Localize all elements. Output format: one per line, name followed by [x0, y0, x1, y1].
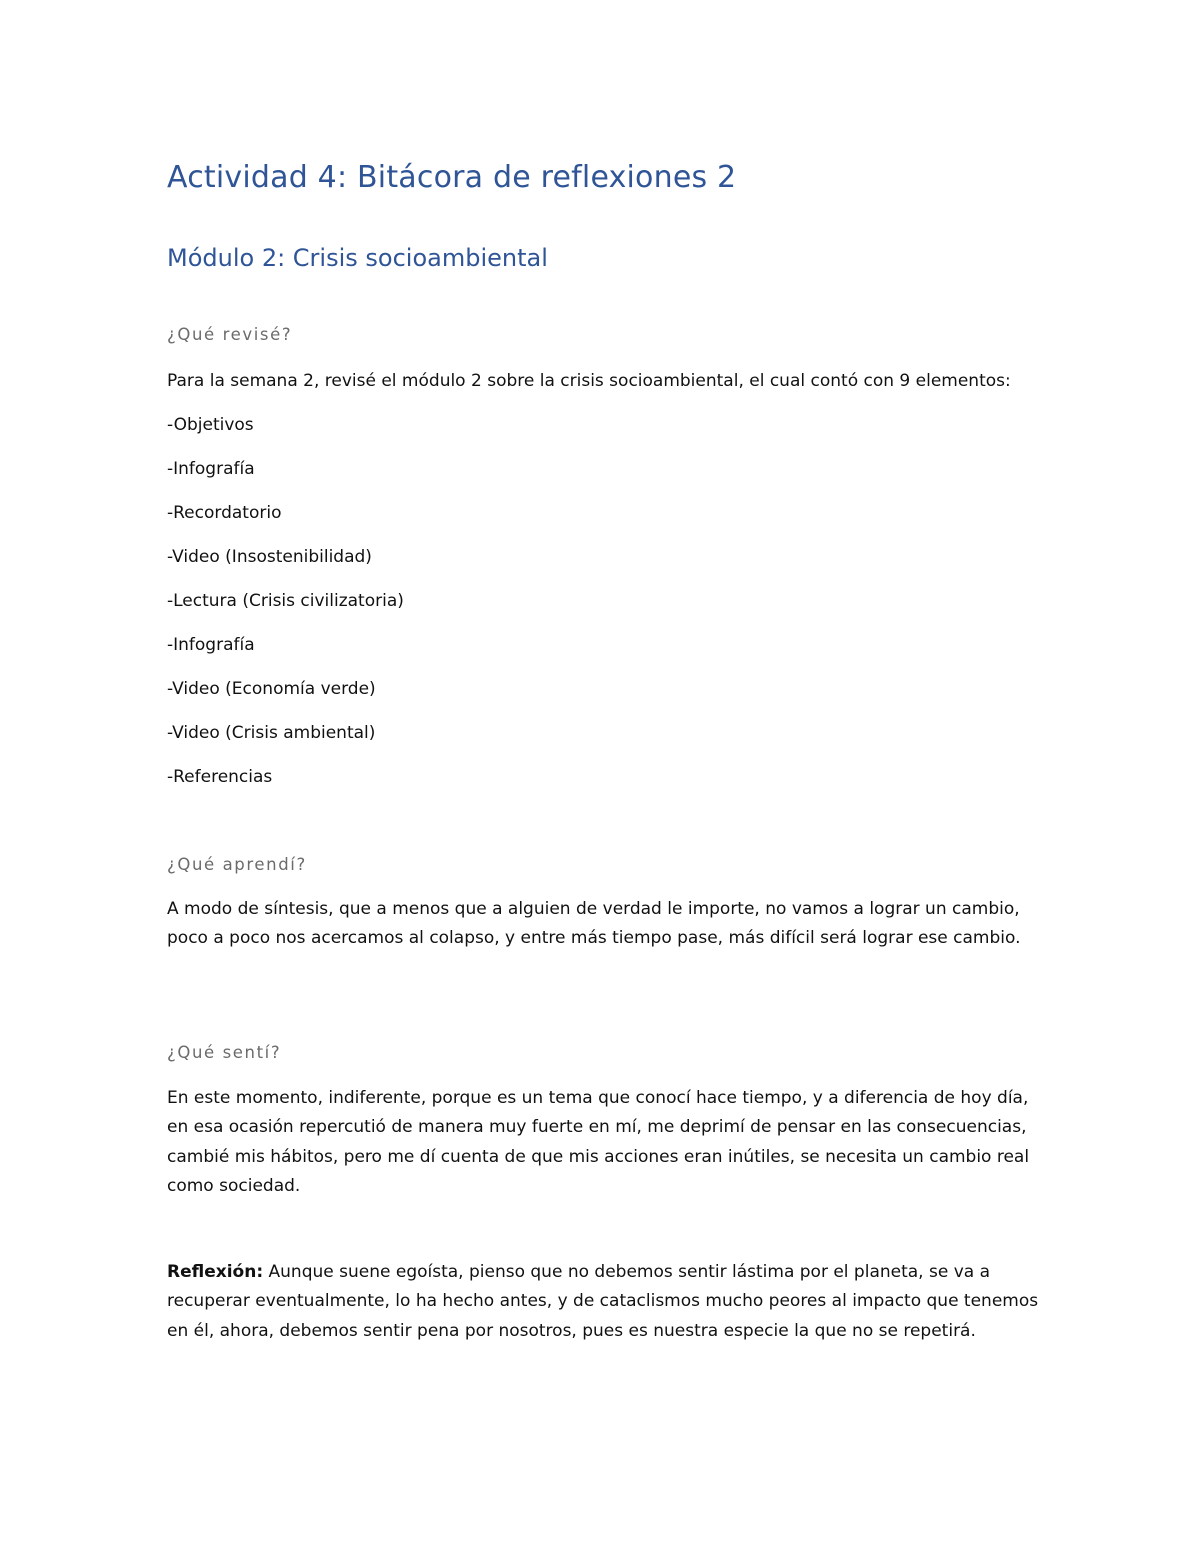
- heading-que-revise: ¿Qué revisé?: [167, 325, 293, 344]
- module-subtitle: Módulo 2: Crisis socioambiental: [167, 244, 548, 272]
- list-item: -Video (Crisis ambiental): [167, 723, 376, 743]
- list-item: -Infografía: [167, 635, 255, 655]
- revise-intro: Para la semana 2, revisé el módulo 2 sobre la crisis socioambiental, el cual contó con 9 elementos:: [167, 371, 1011, 391]
- senti-paragraph: En este momento, indiferente, porque es un tema que conocí hace tiempo, y a diferencia de hoy día, en esa ocasión repercutió de manera muy fuerte en mí, me deprimí de pensar en las consecuencias, cambié mis hábitos, pero me dí cuenta de que mis acciones eran inútiles, se necesita un cambio real como sociedad.: [167, 1088, 1030, 1196]
- aprendi-paragraph: A modo de síntesis, que a menos que a alguien de verdad le importe, no vamos a lograr un cambio, poco a poco nos acercamos al colapso, y entre más tiempo pase, más difícil será lograr ese cambio.: [167, 899, 1021, 949]
- list-item: -Infografía: [167, 459, 255, 479]
- reflexion-paragraph: [167, 1258, 1047, 1346]
- heading-que-senti: ¿Qué sentí?: [167, 1043, 282, 1062]
- heading-que-aprendi: ¿Qué aprendí?: [167, 855, 307, 874]
- list-item: -Referencias: [167, 767, 273, 787]
- reflexion-label: Reflexión:: [167, 1262, 264, 1282]
- list-item: -Recordatorio: [167, 503, 282, 523]
- list-item: -Lectura (Crisis civilizatoria): [167, 591, 404, 611]
- reflexion-body: Aunque suene egoísta, pienso que no debemos sentir lástima por el planeta, se va a recuperar eventualmente, lo ha hecho antes, y de cataclismos mucho peores al impacto que tenemos en él, ahora, debemos sentir pena por nosotros, pues es nuestra especie la que no se repetirá.: [167, 1262, 1039, 1341]
- document-title: Actividad 4: Bitácora de reflexiones 2: [167, 160, 737, 195]
- list-item: -Objetivos: [167, 415, 254, 435]
- list-item: -Video (Economía verde): [167, 679, 376, 699]
- list-item: -Video (Insostenibilidad): [167, 547, 372, 567]
